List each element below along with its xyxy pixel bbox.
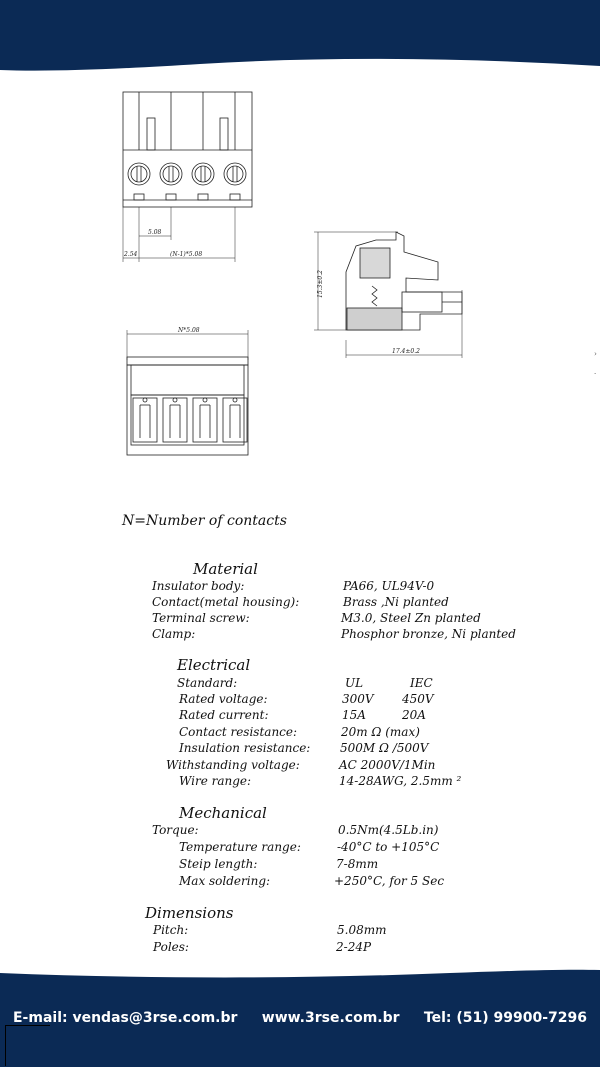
standard-ul: UL: [345, 676, 364, 690]
contact-resistance-value: 20m Ω (max): [341, 725, 420, 739]
withstand-label: Withstanding voltage:: [166, 758, 300, 772]
contacts-note: N=Number of contacts: [122, 513, 287, 529]
current-label: Rated current:: [179, 708, 269, 722]
footer-email[interactable]: E-mail: vendas@3rse.com.br: [12, 1010, 238, 1026]
material-label: Terminal screw:: [152, 611, 250, 625]
temperature-label: Temperature range:: [179, 840, 301, 854]
side-view-drawing: [314, 232, 462, 358]
edge-mark-2: ·: [594, 370, 597, 378]
strip-length-value: 7-8mm: [336, 857, 379, 871]
voltage-iec: 450V: [402, 692, 434, 706]
footer-contact: [0, 1010, 600, 1026]
material-value: PA66, UL94V-0: [343, 579, 435, 593]
insulation-value: 500M Ω /500V: [340, 741, 429, 755]
height-label: 15.3±0.2: [317, 270, 324, 298]
contact-resistance-label: Contact resistance:: [179, 725, 298, 739]
footer-website[interactable]: www.3rse.com.br: [261, 1010, 400, 1026]
poles-value: 2-24P: [336, 940, 372, 954]
poles-label: Poles:: [153, 940, 189, 954]
strip-length-label: Steip length:: [179, 857, 258, 871]
torque-label: Torque:: [152, 823, 199, 837]
total-label: N*5.08: [178, 327, 200, 334]
standard-label: Standard:: [177, 676, 238, 690]
edge-mark-1: ›: [594, 350, 597, 358]
material-heading: Material: [193, 560, 258, 578]
current-ul: 15A: [342, 708, 366, 722]
pitch-spec-label: Pitch:: [153, 923, 189, 937]
withstand-value: AC 2000V/1Min: [339, 758, 436, 772]
technical-drawings: [0, 0, 600, 470]
corner-mark: [5, 1025, 50, 1066]
depth-label: 17.4±0.2: [392, 348, 420, 355]
electrical-heading: Electrical: [177, 656, 251, 674]
insulation-label: Insulation resistance:: [179, 741, 311, 755]
soldering-label: Max soldering:: [179, 874, 271, 888]
pitch-spec-value: 5.08mm: [337, 923, 387, 937]
mechanical-heading: Mechanical: [179, 804, 267, 822]
torque-value: 0.5Nm(4.5Lb.in): [338, 823, 439, 837]
current-iec: 20A: [402, 708, 426, 722]
span-label: (N-1)*5.08: [170, 251, 203, 258]
wire-value: 14-28AWG, 2.5mm ²: [339, 774, 462, 788]
material-value: Brass ,Ni planted: [343, 595, 449, 609]
bottom-view-drawing: [127, 330, 248, 455]
pitch-label: 5.08: [148, 229, 162, 236]
material-value: Phosphor bronze, Ni planted: [341, 627, 516, 641]
edge-label: 2.54: [124, 251, 138, 258]
soldering-value: +250°C, for 5 Sec: [334, 874, 445, 888]
material-label: Insulator body:: [152, 579, 245, 593]
material-label: Clamp:: [152, 627, 196, 641]
dimensions-heading: Dimensions: [145, 904, 234, 922]
footer-phone[interactable]: Tel: (51) 99900-7296: [423, 1010, 588, 1026]
material-value: M3.0, Steel Zn planted: [341, 611, 481, 625]
material-label: Contact(metal housing):: [152, 595, 300, 609]
voltage-label: Rated voltage:: [179, 692, 268, 706]
front-view-drawing: [123, 92, 252, 262]
wire-label: Wire range:: [179, 774, 252, 788]
voltage-ul: 300V: [342, 692, 374, 706]
standard-iec: IEC: [410, 676, 433, 690]
temperature-value: -40°C to +105°C: [337, 840, 440, 854]
